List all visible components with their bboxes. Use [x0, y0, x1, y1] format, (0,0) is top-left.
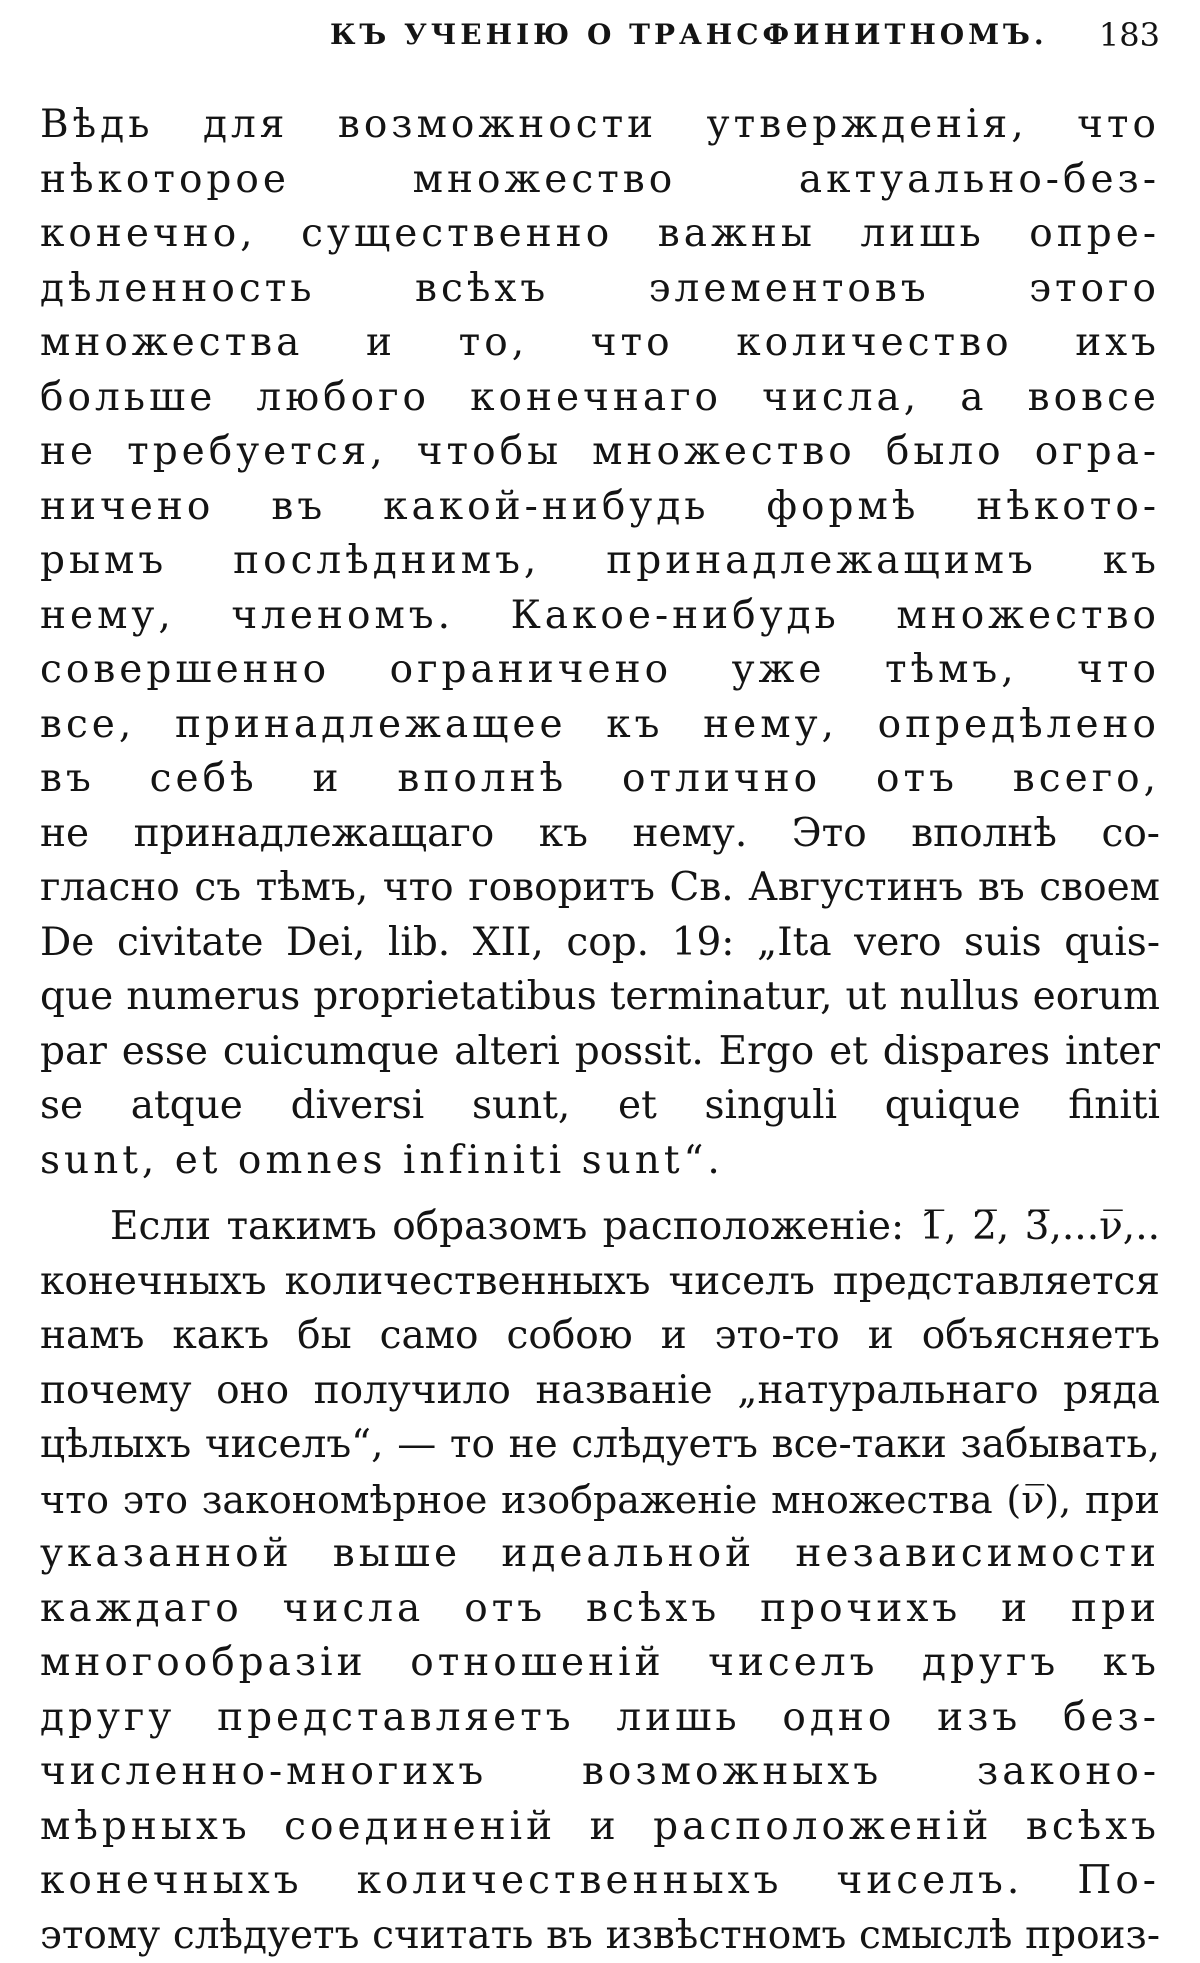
- text-line: конечныхъ количественныхъ чиселъ представляется: [40, 1255, 1160, 1310]
- text-line: гласно съ тѣмъ, что говоритъ Св. Августинъ въ своем: [40, 861, 1160, 916]
- text-line: не принадлежащаго къ нему. Это вполнѣ со-: [40, 807, 1160, 862]
- text-line: не требуется, чтобы множество было огра-: [40, 425, 1160, 480]
- text-line: нѣкоторое множество актуально-без-: [40, 153, 1160, 208]
- page-number: 183: [1099, 16, 1160, 54]
- paragraph-gap: [40, 1188, 1160, 1200]
- text-line: Вѣдь для возможности утвержденія, что: [40, 98, 1160, 153]
- text-line: что это закономѣрное изображеніе множества (ν̅), при: [40, 1473, 1160, 1528]
- text-line: мѣрныхъ соединеній и расположеній всѣхъ: [40, 1800, 1160, 1855]
- text-line: указанной выше идеальной независимости: [40, 1527, 1160, 1582]
- page-header: [40, 18, 1160, 58]
- text-line: другу представляетъ лишь одно изъ без-: [40, 1691, 1160, 1746]
- text-line: цѣлыхъ чиселъ“, — то не слѣдуетъ все-таки забывать,: [40, 1418, 1160, 1473]
- text-line: каждаго числа отъ всѣхъ прочихъ и при: [40, 1582, 1160, 1637]
- text-line: въ себѣ и вполнѣ отлично отъ всего,: [40, 752, 1160, 807]
- text-line: почему оно получило названіе „натуральнаго ряда: [40, 1364, 1160, 1419]
- text-line: многообразіи отношеній чиселъ другъ къ: [40, 1636, 1160, 1691]
- text-line: рымъ послѣднимъ, принадлежащимъ къ: [40, 534, 1160, 589]
- text-line: намъ какъ бы само собою и это-то и объясняетъ: [40, 1309, 1160, 1364]
- text-line: совершенно ограничено уже тѣмъ, что: [40, 643, 1160, 698]
- page-body: [40, 98, 1160, 1963]
- text-line: конечно, существенно важны лишь опре-: [40, 207, 1160, 262]
- text-line: больше любого конечнаго числа, а вовсе: [40, 371, 1160, 426]
- text-line: этому слѣдуетъ считать въ извѣстномъ смыслѣ произ-: [40, 1909, 1160, 1963]
- running-title: КЪ УЧЕНІЮ О ТРАНСФИНИТНОМЪ.: [330, 18, 1048, 51]
- text-line: que numerus proprietatibus terminatur, ut nullus eorum: [40, 970, 1160, 1025]
- text-line: конечныхъ количественныхъ чиселъ. По-: [40, 1854, 1160, 1909]
- text-line: par esse cuicumque alteri possit. Ergo et dispares inter: [40, 1025, 1160, 1080]
- text-line: sunt, et omnes infiniti sunt“.: [40, 1134, 1160, 1189]
- text-line: se atque diversi sunt, et singuli quique finiti: [40, 1079, 1160, 1134]
- text-line: De civitate Dei, lib. XII, cop. 19: „Ita vero suis quis-: [40, 916, 1160, 971]
- text-line: дѣленность всѣхъ элементовъ этого: [40, 262, 1160, 317]
- paragraph-2: [40, 1200, 1160, 1963]
- text-line: Если такимъ образомъ расположеніе: 1̅, 2̅, 3̅,...ν̅,..: [40, 1200, 1160, 1255]
- paragraph-1: [40, 98, 1160, 1188]
- text-line: численно-многихъ возможныхъ законо-: [40, 1745, 1160, 1800]
- text-line: ничено въ какой-нибудь формѣ нѣкото-: [40, 480, 1160, 535]
- text-line: все, принадлежащее къ нему, опредѣлено: [40, 698, 1160, 753]
- text-line: множества и то, что количество ихъ: [40, 316, 1160, 371]
- text-line: нему, членомъ. Какое-нибудь множество: [40, 589, 1160, 644]
